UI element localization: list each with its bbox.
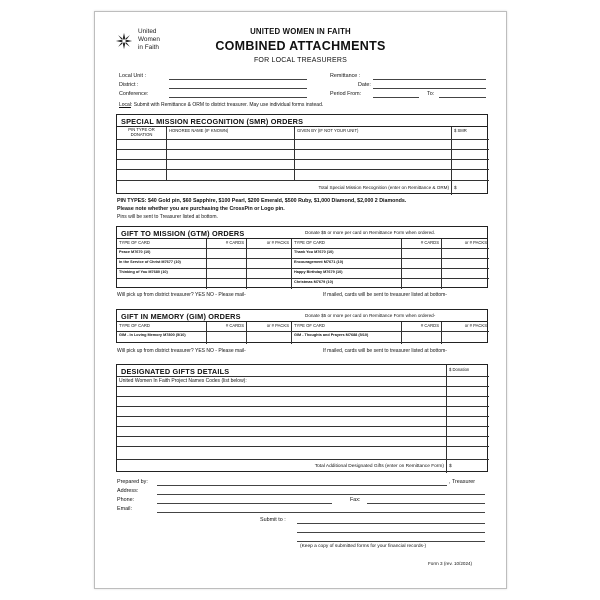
submit-to-field-1[interactable]: [297, 523, 485, 524]
gtm-cards-field[interactable]: [402, 269, 442, 279]
gim-mailed: If mailed, cards will be sent to treasurer listed at bottom-: [323, 348, 447, 354]
submit-note-text: : Submit with Remittance & ORM to district treasurer. May use individual forms instead.: [130, 102, 324, 108]
logo-line: in Faith: [138, 44, 159, 51]
district-field[interactable]: [169, 88, 307, 89]
gtm-title: GIFT TO MISSION (GTM) ORDERS: [121, 229, 245, 238]
gim-header: [117, 310, 487, 322]
address-field[interactable]: [157, 494, 485, 495]
phone-label: Phone:: [117, 497, 135, 503]
email-field[interactable]: [157, 512, 485, 513]
local-unit-label: Local Unit :: [119, 73, 146, 79]
submit-note: [119, 102, 323, 108]
local-unit-field[interactable]: [169, 79, 307, 80]
treasurer-label: , Treasurer: [449, 479, 476, 485]
designated-project-field[interactable]: [117, 397, 447, 407]
gtm-card-type: Thank You M7670 (10): [292, 249, 402, 259]
date-field[interactable]: [373, 88, 486, 89]
smr-cell[interactable]: [295, 170, 452, 181]
designated-total-field[interactable]: $: [449, 464, 452, 469]
gtm-empty-cell[interactable]: [117, 279, 207, 289]
designated-subheader: United Women In Faith Project Names Codes (list below):: [117, 377, 447, 387]
gim-col-cards-right: # CARDS: [402, 322, 442, 332]
smr-col-given: GIVEN BY (IF NOT YOUR UNIT): [295, 127, 452, 140]
smr-cell[interactable]: [452, 160, 489, 170]
smr-cell[interactable]: [452, 140, 489, 150]
gtm-col-type: TYPE OF CARD: [117, 239, 207, 249]
smr-cell[interactable]: [295, 140, 452, 150]
gtm-col-cards: # CARDS: [207, 239, 247, 249]
smr-total-field[interactable]: $: [454, 185, 457, 190]
gim-cards-field[interactable]: [207, 332, 247, 344]
designated-amount-field[interactable]: [447, 387, 489, 397]
period-to-label: To:: [427, 91, 435, 97]
remittance-label: Remittance :: [330, 73, 361, 79]
smr-cell[interactable]: [295, 160, 452, 170]
designated-project-field[interactable]: [117, 417, 447, 427]
gtm-col-packs-right: or # PACKS: [442, 239, 489, 249]
pin-note: Please note whether you are purchasing the CrossPin or Logo pin.: [117, 206, 285, 212]
gtm-card-type: Thinking of You M7680 (10): [117, 269, 207, 279]
designated-amount-field[interactable]: [447, 377, 489, 387]
gtm-card-type: Christmas M7679 (10): [292, 279, 402, 289]
gtm-packs-field[interactable]: [247, 279, 292, 289]
designated-col-amount: $ Donation: [447, 365, 489, 377]
gtm-col-cards-right: # CARDS: [402, 239, 442, 249]
period-to-field[interactable]: [439, 97, 486, 98]
date-label: Date:: [358, 82, 371, 88]
designated-project-field[interactable]: [117, 437, 447, 447]
smr-table: [117, 127, 489, 195]
designated-project-field[interactable]: [117, 447, 447, 460]
smr-cell[interactable]: [167, 160, 295, 170]
gtm-cards-field[interactable]: [207, 249, 247, 259]
smr-title: SPECIAL MISSION RECOGNITION (SMR) ORDERS: [121, 117, 304, 126]
designated-title: DESIGNATED GIFTS DETAILS: [117, 365, 447, 377]
smr-cell[interactable]: [117, 150, 167, 160]
designated-amount-field[interactable]: [447, 427, 489, 437]
smr-cell[interactable]: [167, 170, 295, 181]
gim-note: Donate $5 or more per card on Remittance Form when ordered-: [305, 313, 436, 318]
conference-field[interactable]: [169, 97, 307, 98]
designated-project-field[interactable]: [117, 427, 447, 437]
smr-col-pin: PIN TYPE OR DONATION: [117, 127, 167, 140]
gim-cards-field[interactable]: [402, 332, 442, 344]
gtm-cards-field[interactable]: [402, 279, 442, 289]
designated-total-label: Total Additional Designated Gifts (enter on Remittance Form): [117, 460, 447, 473]
smr-total-label: Total Special Mission Recognition (enter on Remittance & ORM): [117, 181, 452, 195]
address-label: Address:: [117, 488, 139, 494]
form-id: Form 3 (rev. 10/2024): [428, 561, 473, 566]
logo-line: Women: [138, 36, 160, 43]
page-title: COMBINED ATTACHMENTS: [215, 39, 386, 53]
org-title: UNITED WOMEN IN FAITH: [250, 27, 351, 36]
pin-types: PIN TYPES: $40 Gold pin, $60 Sapphire, $100 Pearl, $200 Emerald, $500 Ruby, $1,000 Diamond, $2,000 2 Diamonds.: [117, 198, 407, 204]
fax-field[interactable]: [367, 503, 485, 504]
gtm-card-type: Encouragement M7671 (10): [292, 259, 402, 269]
designated-amount-field[interactable]: [447, 397, 489, 407]
smr-section: [116, 114, 488, 194]
gtm-table: [117, 239, 489, 289]
form-sheet: [94, 11, 507, 589]
gtm-packs-field[interactable]: [247, 269, 292, 279]
gtm-card-type: Peace M7670 (10): [117, 249, 207, 259]
smr-header: [117, 115, 487, 127]
gtm-mailed: If mailed, cards will be sent to treasurer listed at bottom-: [323, 292, 447, 298]
designated-project-field[interactable]: [117, 407, 447, 417]
gtm-card-type: In the Service of Christ M7677 (10): [117, 259, 207, 269]
gim-col-type-right: TYPE OF CARD: [292, 322, 402, 332]
gtm-cards-field[interactable]: [207, 259, 247, 269]
gim-col-packs: or # PACKS: [247, 322, 292, 332]
gim-section: [116, 309, 488, 343]
gtm-packs-field[interactable]: [442, 269, 489, 279]
designated-amount-field[interactable]: [447, 437, 489, 447]
submit-to-field-2[interactable]: [297, 532, 485, 533]
designated-amount-field[interactable]: [447, 407, 489, 417]
gtm-cards-field[interactable]: [207, 279, 247, 289]
district-label: District :: [119, 82, 139, 88]
smr-cell[interactable]: [295, 150, 452, 160]
gtm-note: Donate $5 or more per card on Remittance Form when ordered.: [305, 230, 435, 235]
smr-cell[interactable]: [452, 170, 489, 181]
smr-col-honoree: HONOREE NAME (IF KNOWN): [167, 127, 295, 140]
smr-cell[interactable]: [167, 150, 295, 160]
logo-line: United: [138, 28, 157, 35]
period-from-field[interactable]: [373, 97, 419, 98]
gim-title: GIFT IN MEMORY (GIM) ORDERS: [121, 312, 241, 321]
gtm-cards-field[interactable]: [402, 259, 442, 269]
designated-project-field[interactable]: [117, 387, 447, 397]
designated-section: [116, 364, 488, 472]
page-subtitle: FOR LOCAL TREASURERS: [253, 57, 348, 64]
gim-packs-field[interactable]: [247, 332, 292, 344]
submit-to-field-3[interactable]: [297, 541, 485, 542]
conference-label: Conference:: [119, 91, 149, 97]
submit-to-label: Submit to :: [260, 517, 286, 523]
phone-field[interactable]: [157, 503, 332, 504]
keep-copy-note: (Keep a copy of submitted forms for your financial records-): [300, 544, 427, 549]
gtm-section: [116, 226, 488, 288]
gim-pickup: Will pick up from district treasurer? YES NO - Please mail-: [117, 348, 246, 354]
gtm-packs-field[interactable]: [247, 259, 292, 269]
smr-cell[interactable]: [117, 170, 167, 181]
pins-sent-note: Pins will be sent to Treasurer listed at bottom.: [117, 214, 218, 220]
gtm-cards-field[interactable]: [402, 249, 442, 259]
gtm-header: [117, 227, 487, 239]
period-from-label: Period From:: [330, 91, 362, 97]
designated-amount-field[interactable]: [447, 417, 489, 427]
gtm-packs-field[interactable]: [442, 279, 489, 289]
gim-col-type: TYPE OF CARD: [117, 322, 207, 332]
designated-table: [117, 365, 489, 473]
remittance-field[interactable]: [373, 79, 486, 80]
gim-card-type: GIM - Thoughts and Prayers M7688 (5/10): [292, 332, 402, 344]
prepared-by-field[interactable]: [157, 485, 447, 486]
submit-note-emphasis: Local: [119, 102, 131, 108]
gtm-col-type-right: TYPE OF CARD: [292, 239, 402, 249]
gtm-packs-field[interactable]: [247, 249, 292, 259]
smr-cell[interactable]: [117, 140, 167, 150]
gtm-col-packs: or # PACKS: [247, 239, 292, 249]
gim-card-type: GIM - In Loving Memory M7800 (5/10): [117, 332, 207, 344]
gim-packs-field[interactable]: [442, 332, 489, 344]
smr-cell[interactable]: [117, 160, 167, 170]
smr-col-amount: $ SMR: [452, 127, 489, 140]
gtm-pickup: Will pick up from district treasurer? YES NO - Please mail-: [117, 292, 246, 298]
prepared-by-label: Prepared by:: [117, 479, 148, 485]
smr-cell[interactable]: [452, 150, 489, 160]
gtm-packs-field[interactable]: [442, 259, 489, 269]
gim-col-packs-right: or # PACKS: [442, 322, 489, 332]
gtm-packs-field[interactable]: [442, 249, 489, 259]
gim-col-cards: # CARDS: [207, 322, 247, 332]
gtm-card-type: Happy Birthday M7679 (10): [292, 269, 402, 279]
designated-amount-field[interactable]: [447, 447, 489, 460]
fax-label: Fax:: [350, 497, 361, 503]
email-label: Email:: [117, 506, 132, 512]
smr-cell[interactable]: [167, 140, 295, 150]
gim-table: [117, 322, 489, 344]
gtm-cards-field[interactable]: [207, 269, 247, 279]
